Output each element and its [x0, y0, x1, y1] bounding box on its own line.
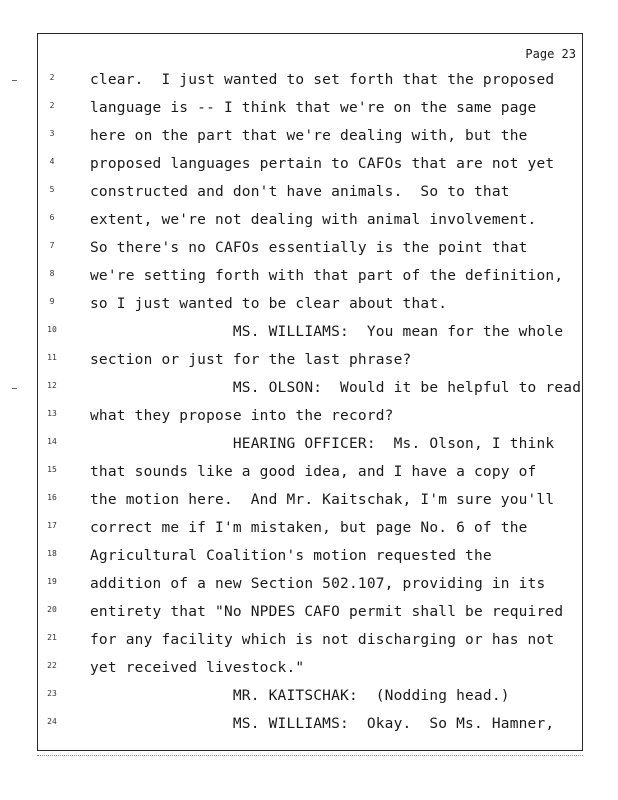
- line-number: 4: [49, 157, 55, 166]
- transcript-line: [38, 351, 582, 379]
- transcript-line: [38, 295, 582, 323]
- scan-mark: [12, 388, 17, 389]
- line-text: language is -- I think that we're on the same page: [90, 100, 537, 116]
- scan-mark: [12, 80, 17, 81]
- line-number: 24: [47, 717, 57, 726]
- transcript-line: [38, 99, 582, 127]
- transcript-line: [38, 71, 582, 99]
- transcript-line: [38, 211, 582, 239]
- transcript-line: [38, 715, 582, 743]
- line-text: So there's no CAFOs essentially is the point that: [90, 240, 528, 256]
- transcript-line: [38, 127, 582, 155]
- line-number: 3: [49, 129, 55, 138]
- line-text: what they propose into the record?: [90, 408, 394, 424]
- transcript-line: [38, 239, 582, 267]
- line-number: 19: [47, 577, 57, 586]
- line-number: 11: [47, 353, 57, 362]
- transcript-line: [38, 155, 582, 183]
- line-text: HEARING OFFICER: Ms. Olson, I think: [90, 436, 555, 452]
- line-text: entirety that "No NPDES CAFO permit shall be required: [90, 604, 564, 620]
- transcript-line: [38, 183, 582, 211]
- line-number: 15: [47, 465, 57, 474]
- line-number: 5: [49, 185, 55, 194]
- line-text: MS. OLSON: Would it be helpful to read: [90, 380, 582, 396]
- line-text: Agricultural Coalition's motion requested the: [90, 548, 492, 564]
- line-text: addition of a new Section 502.107, providing in its: [90, 576, 546, 592]
- transcript-line: [38, 463, 582, 491]
- line-number: 7: [49, 241, 55, 250]
- line-number: 6: [49, 213, 55, 222]
- line-text: section or just for the last phrase?: [90, 352, 412, 368]
- transcript-line: [38, 267, 582, 295]
- line-number: 16: [47, 493, 57, 502]
- line-text: MS. WILLIAMS: You mean for the whole: [90, 324, 564, 340]
- transcript-line: [38, 687, 582, 715]
- line-number: 18: [47, 549, 57, 558]
- line-number: 20: [47, 605, 57, 614]
- line-number: 10: [47, 325, 57, 334]
- transcript-line: [38, 519, 582, 547]
- line-number: 14: [47, 437, 57, 446]
- line-text: that sounds like a good idea, and I have a copy of: [90, 464, 537, 480]
- line-text: constructed and don't have animals. So to that: [90, 184, 510, 200]
- line-number: 13: [47, 409, 57, 418]
- transcript-line: [38, 407, 582, 435]
- line-number: 2: [49, 73, 55, 82]
- transcript-line: [38, 491, 582, 519]
- line-number: 8: [49, 269, 55, 278]
- line-text: correct me if I'm mistaken, but page No. 6 of the: [90, 520, 528, 536]
- line-number: 12: [47, 381, 57, 390]
- line-text: we're setting forth with that part of the definition,: [90, 268, 564, 284]
- page-number-label: Page 23: [525, 47, 576, 61]
- line-text: MS. WILLIAMS: Okay. So Ms. Hamner,: [90, 716, 555, 732]
- transcript-line: [38, 379, 582, 407]
- line-text: extent, we're not dealing with animal involvement.: [90, 212, 537, 228]
- transcript-line: [38, 631, 582, 659]
- line-text: the motion here. And Mr. Kaitschak, I'm sure you'll: [90, 492, 555, 508]
- line-text: for any facility which is not discharging or has not: [90, 632, 555, 648]
- line-number: 17: [47, 521, 57, 530]
- line-text: yet received livestock.": [90, 660, 305, 676]
- line-text: here on the part that we're dealing with, but the: [90, 128, 528, 144]
- line-text: so I just wanted to be clear about that.: [90, 296, 448, 312]
- transcript-line: [38, 435, 582, 463]
- line-number: 23: [47, 689, 57, 698]
- transcript-line: [38, 659, 582, 687]
- line-text: proposed languages pertain to CAFOs that are not yet: [90, 156, 555, 172]
- transcript-line: [38, 575, 582, 603]
- transcript-line: [38, 323, 582, 351]
- transcript-line: [38, 603, 582, 631]
- transcript-page: [37, 33, 583, 751]
- line-number: 2: [49, 101, 55, 110]
- line-number: 9: [49, 297, 55, 306]
- line-number: 22: [47, 661, 57, 670]
- line-text: MR. KAITSCHAK: (Nodding head.): [90, 688, 510, 704]
- bottom-rule: [37, 755, 583, 756]
- line-text: clear. I just wanted to set forth that the proposed: [90, 72, 555, 88]
- line-number: 21: [47, 633, 57, 642]
- transcript-line: [38, 547, 582, 575]
